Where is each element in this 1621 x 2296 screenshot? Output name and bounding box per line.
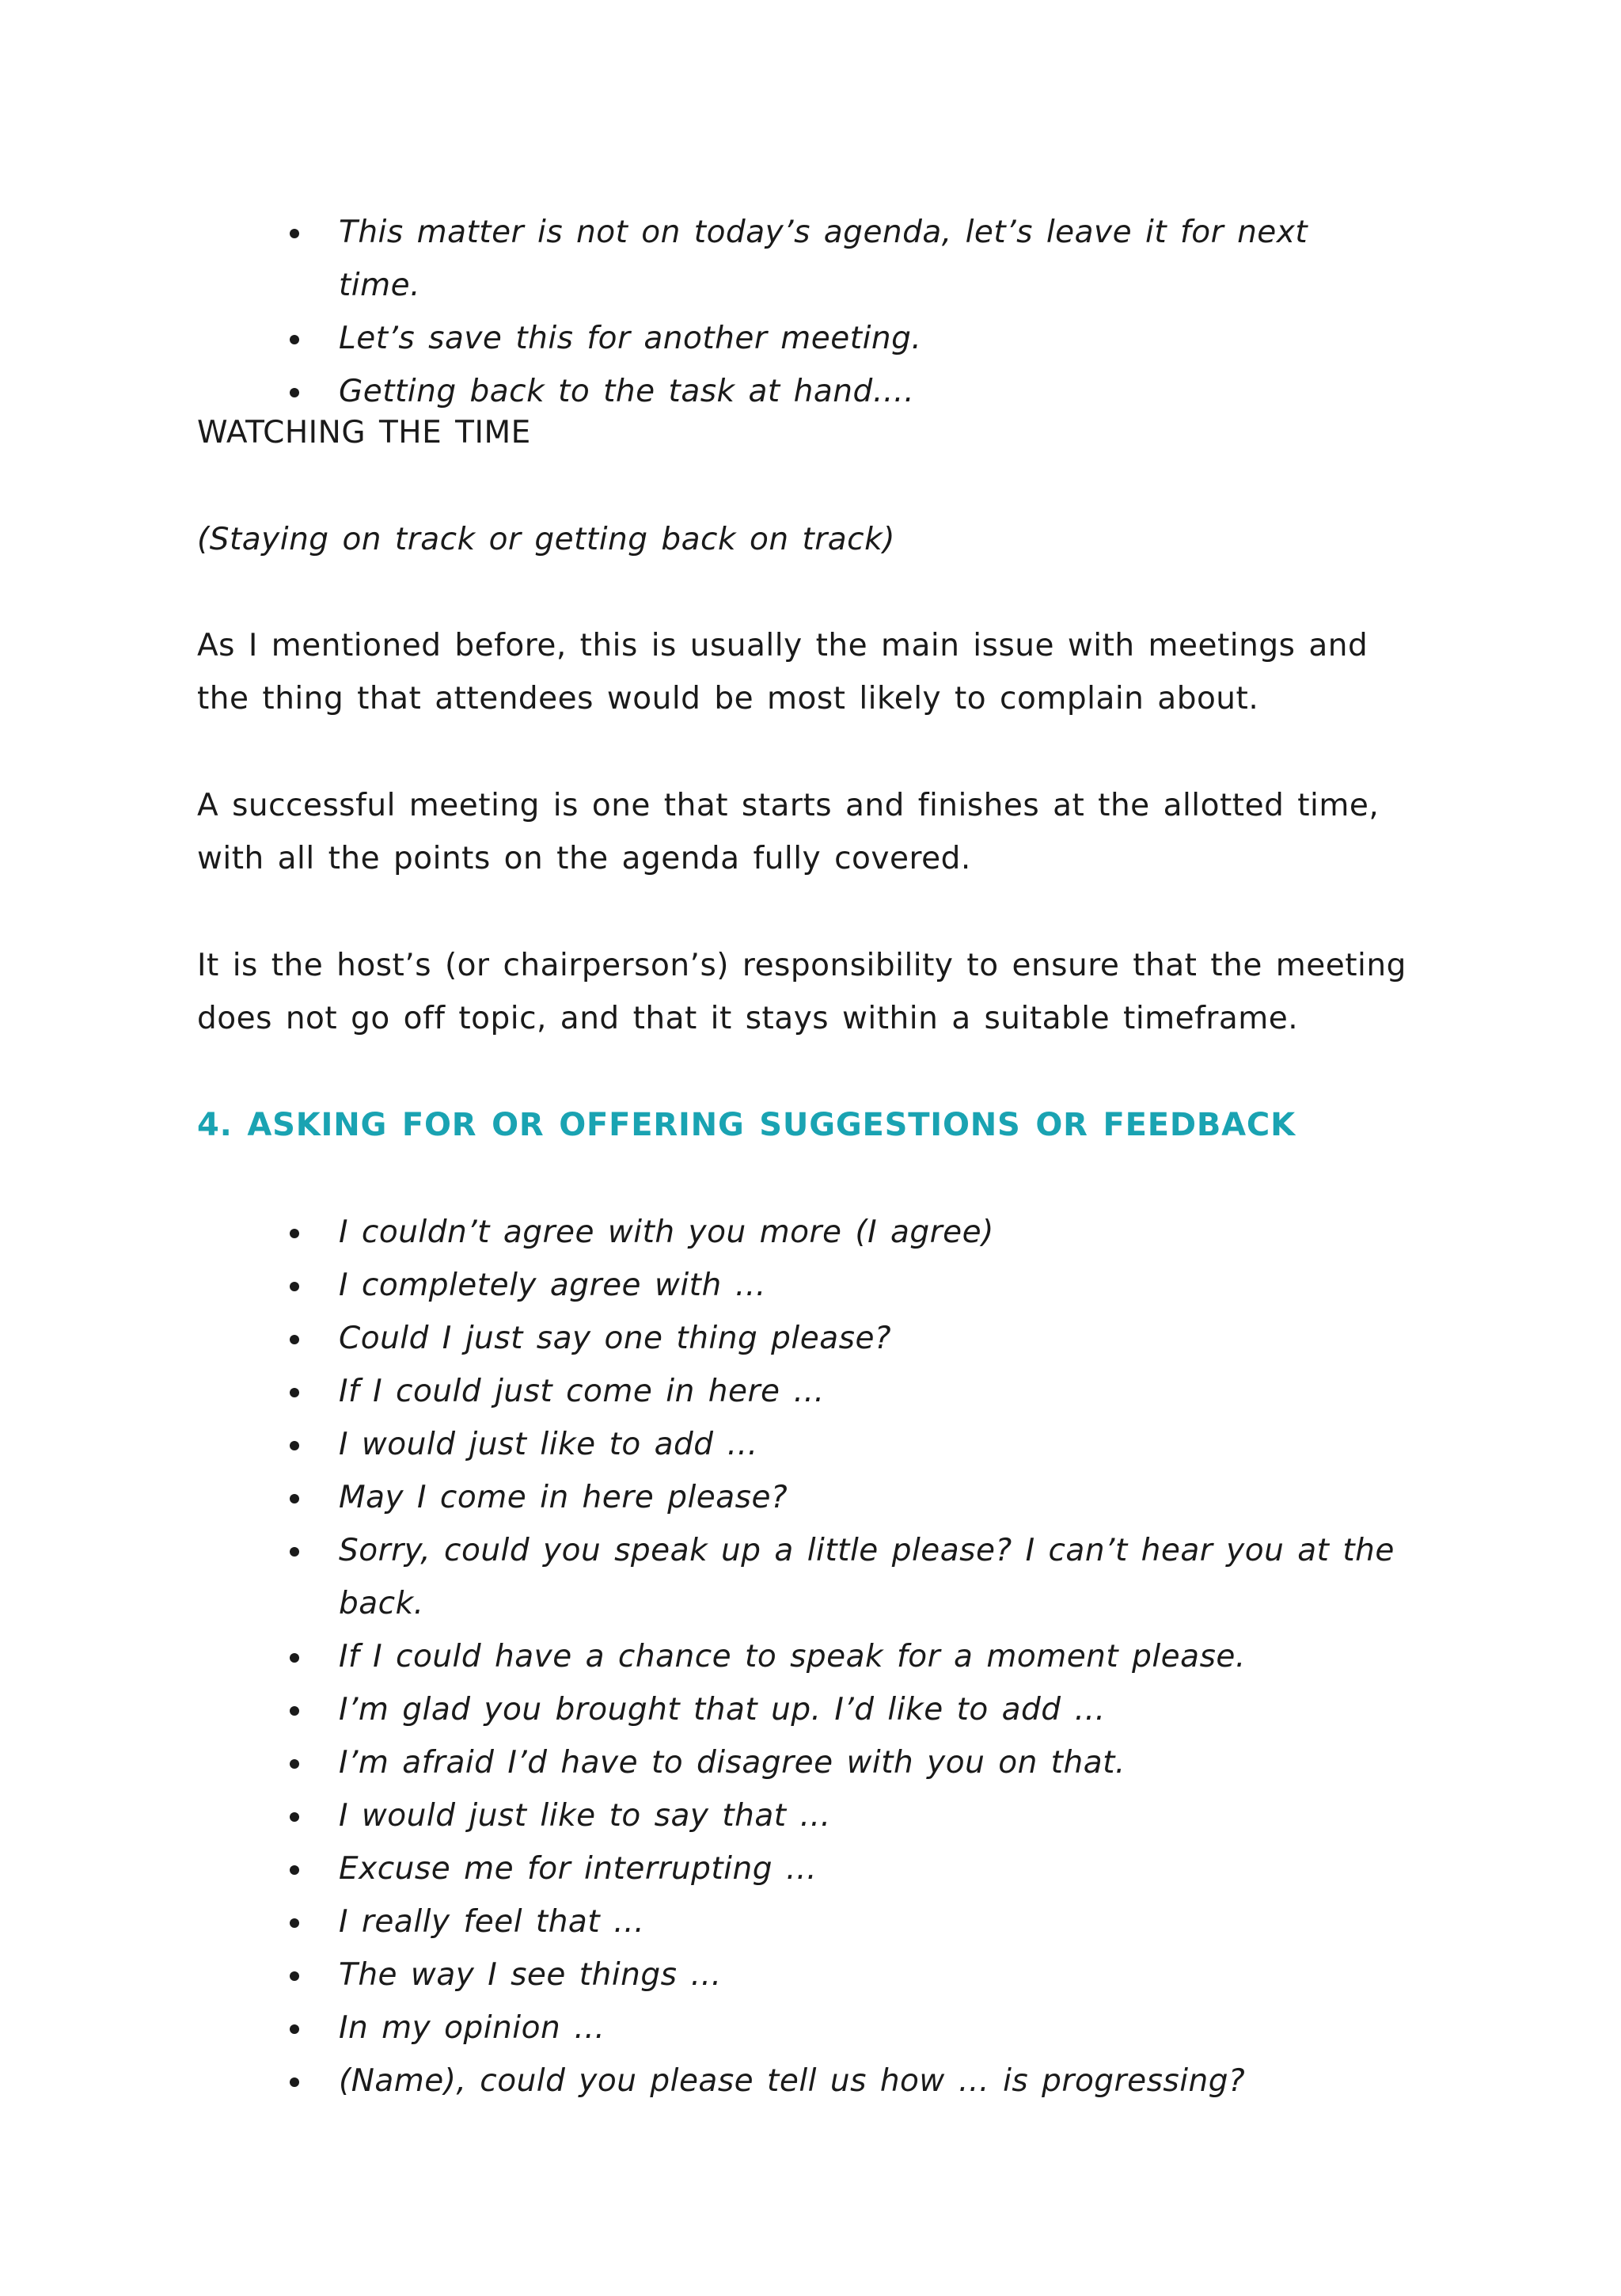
bullet-icon [290,388,299,397]
watching-time-heading: WATCHING THE TIME [197,415,531,450]
list-item: Excuse me for interrupting … [0,1842,1399,1895]
bullet-icon [290,335,299,344]
list-item: (Name), could you please tell us how … is progressing? [0,2055,1399,2108]
list-item: I completely agree with … [0,1259,1399,1312]
list-item: Sorry, could you speak up a little please? I can’t hear you at the back. [0,1524,1399,1630]
bullet-icon [290,2024,299,2034]
section-heading: 4. ASKING FOR OR OFFERING SUGGESTIONS OR FEEDBACK [197,1107,1296,1143]
bullet-icon [290,1388,299,1397]
list-item: I would just like to say that … [0,1789,1399,1842]
paragraph: As I mentioned before, this is usually the main issue with meetings and the thing that attendees would be most likely to complain about. [197,628,1369,717]
bullet-icon [290,1441,299,1450]
bullet-icon [290,2077,299,2087]
list-item: Getting back to the task at hand…. [0,365,1399,418]
list-item: If I could just come in here … [0,1365,1399,1418]
list-item: This matter is not on today’s agenda, let’s leave it for next time. [0,206,1399,312]
bullet-icon [290,1282,299,1291]
list-item: If I could have a chance to speak for a moment please. [0,1630,1399,1683]
feedback-phrases-list [0,1206,1399,2108]
agenda-phrases-list [0,206,1399,418]
list-item: I would just like to add … [0,1418,1399,1471]
bullet-icon [290,1706,299,1716]
list-item: Could I just say one thing please? [0,1312,1399,1365]
list-item: Let’s save this for another meeting. [0,312,1399,365]
watching-time-subtitle: (Staying on track or getting back on track) [197,522,895,557]
list-item: I couldn’t agree with you more (I agree) [0,1206,1399,1259]
bullet-icon [290,1865,299,1875]
bullet-icon [290,1229,299,1238]
bullet-icon [290,1653,299,1663]
list-item: I really feel that … [0,1895,1399,1948]
list-item: I’m afraid I’d have to disagree with you on that. [0,1736,1399,1789]
bullet-icon [290,1918,299,1928]
list-item: The way I see things … [0,1948,1399,2001]
bullet-icon [290,1335,299,1344]
list-item: May I come in here please? [0,1471,1399,1524]
list-item: I’m glad you brought that up. I’d like to add … [0,1683,1399,1736]
bullet-icon [290,1759,299,1769]
bullet-icon [290,1494,299,1503]
paragraph: It is the host’s (or chairperson’s) responsibility to ensure that the meeting does not go off topic, and that it stays within a suitable timeframe. [197,948,1407,1036]
bullet-icon [290,1547,299,1557]
list-item: In my opinion … [0,2001,1399,2055]
paragraph: A successful meeting is one that starts and finishes at the allotted time, with all the points on the agenda fully covered. [197,788,1380,876]
bullet-icon [290,1812,299,1822]
bullet-icon [290,229,299,238]
bullet-icon [290,1971,299,1981]
